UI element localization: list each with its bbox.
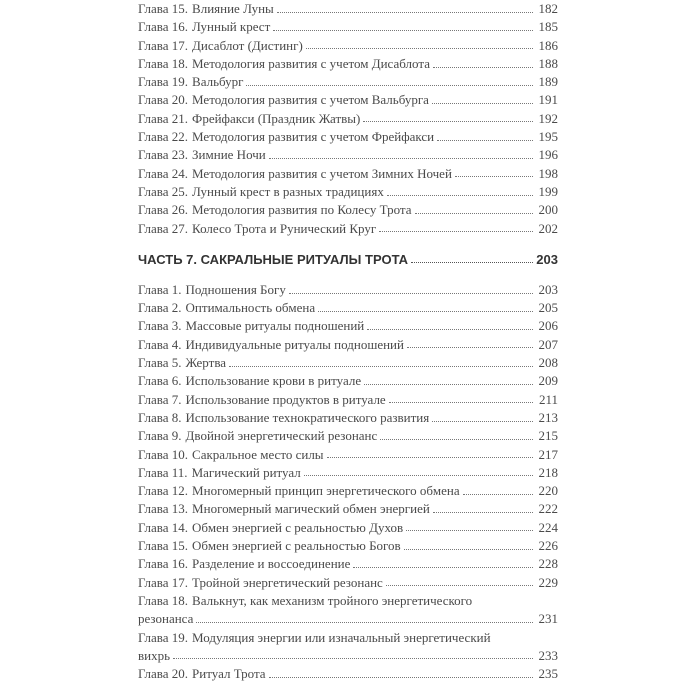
toc-entry <box>138 372 558 390</box>
chapter-number: Глава 7. <box>138 391 182 407</box>
chapter-number: Глава 18. <box>138 592 189 608</box>
toc-entry <box>138 446 558 464</box>
dot-leader <box>196 622 533 623</box>
chapter-number: Глава 15. <box>138 1 189 16</box>
chapter-title: Вальбург <box>192 74 244 90</box>
chapter-number: Глава 1. <box>138 281 182 297</box>
toc-entry-continuation <box>138 610 558 628</box>
toc-entry <box>138 391 558 409</box>
toc-entry <box>138 55 558 73</box>
toc-entry <box>138 37 558 55</box>
toc-entry <box>138 519 558 537</box>
chapter-title: Оптимальность обмена <box>185 300 316 316</box>
page-number: 198 <box>538 165 558 181</box>
toc-entry <box>138 317 558 335</box>
toc-entry <box>138 146 558 164</box>
page-number: 211 <box>538 391 558 407</box>
chapter-number: Глава 20. <box>138 92 189 108</box>
toc-entry <box>138 165 558 183</box>
chapter-title: Дисаблот (Дистинг) <box>192 37 303 53</box>
chapter-number: Глава 20. <box>138 666 189 682</box>
page-number: 231 <box>538 611 558 627</box>
chapter-title: Зимние Ночи <box>192 147 266 163</box>
dot-leader <box>353 567 533 568</box>
chapter-title: Методология развития с учетом Дисаблота <box>192 55 430 71</box>
chapter-title: Обмен энергией с реальностью Богов <box>192 538 401 554</box>
chapter-number: Глава 14. <box>138 519 189 535</box>
page-number: 189 <box>538 74 558 90</box>
toc-entry <box>138 73 558 91</box>
page-number: 235 <box>538 666 558 682</box>
toc-entry <box>138 629 558 647</box>
table-of-contents <box>138 0 558 683</box>
chapter-title: Многомерный магический обмен энергией <box>192 501 430 517</box>
page-number: 217 <box>538 446 558 462</box>
chapter-number: Глава 27. <box>138 220 189 236</box>
page-number: 192 <box>538 110 558 126</box>
dot-leader <box>406 530 533 531</box>
chapter-title-continuation: вихрь <box>138 647 171 663</box>
chapter-number: Глава 17. <box>138 37 189 53</box>
dot-leader <box>306 48 533 49</box>
chapter-number: Глава 26. <box>138 202 189 218</box>
chapter-title: Индивидуальные ритуалы подношений <box>185 336 404 352</box>
chapter-title: Фрейфакси (Праздник Жатвы) <box>192 110 361 126</box>
dot-leader <box>269 677 533 678</box>
toc-entry <box>138 128 558 146</box>
page-number: 224 <box>538 519 558 535</box>
chapter-title: Методология развития с учетом Фрейфакси <box>192 129 435 145</box>
chapter-number: Глава 9. <box>138 428 182 444</box>
chapter-title: Использование продуктов в ритуале <box>185 391 386 407</box>
dot-leader <box>246 85 533 86</box>
dot-leader <box>389 402 533 403</box>
dot-leader <box>433 512 533 513</box>
toc-entry <box>138 299 558 317</box>
chapter-number: Глава 2. <box>138 300 182 316</box>
chapter-title: Лунный крест <box>192 19 271 35</box>
chapter-title: Использование технократического развития <box>185 409 430 425</box>
dot-leader <box>411 262 533 263</box>
dot-leader <box>386 585 533 586</box>
chapter-title: Валькнут, как механизм тройного энергетического <box>192 592 473 608</box>
page-number: 202 <box>538 220 558 236</box>
page-number: 213 <box>538 409 558 425</box>
chapter-title: Массовые ритуалы подношений <box>185 318 365 334</box>
page-number: 220 <box>538 483 558 499</box>
dot-leader <box>269 158 533 159</box>
chapter-number: Глава 12. <box>138 483 189 499</box>
toc-entry <box>138 220 558 238</box>
dot-leader <box>229 366 533 367</box>
chapter-title: Лунный крест в разных традициях <box>192 183 384 199</box>
dot-leader <box>327 457 533 458</box>
toc-entry <box>138 409 558 427</box>
page-number: 222 <box>538 501 558 517</box>
chapter-number: Глава 22. <box>138 129 189 145</box>
page-number: 203 <box>538 281 558 297</box>
chapter-number: Глава 23. <box>138 147 189 163</box>
chapter-title: Подношения Богу <box>185 281 286 297</box>
dot-leader <box>380 439 533 440</box>
dot-leader <box>379 231 533 232</box>
chapter-number: Глава 16. <box>138 19 189 35</box>
toc-entry <box>138 336 558 354</box>
chapter-number: Глава 11. <box>138 464 188 480</box>
chapter-number: Глава 25. <box>138 183 189 199</box>
chapter-title: Магический ритуал <box>191 464 301 480</box>
page-number: 206 <box>538 318 558 334</box>
page-number: 233 <box>538 647 558 663</box>
chapter-title: Обмен энергией с реальностью Духов <box>192 519 404 535</box>
chapter-number: Глава 13. <box>138 501 189 517</box>
toc-entry <box>138 91 558 109</box>
chapter-title: Двойной энергетический резонанс <box>185 428 378 444</box>
chapter-title: Ритуал Трота <box>192 666 266 682</box>
page-number: 191 <box>538 92 558 108</box>
page-number: 195 <box>538 129 558 145</box>
page-number: 228 <box>538 556 558 572</box>
dot-leader <box>463 494 533 495</box>
page-number: 196 <box>538 147 558 163</box>
dot-leader <box>407 347 533 348</box>
toc-entry <box>138 665 558 683</box>
dot-leader <box>367 329 533 330</box>
chapter-number: Глава 18. <box>138 55 189 71</box>
dot-leader <box>387 195 533 196</box>
chapter-title: Тройной энергетический резонанс <box>192 574 383 590</box>
page-number: 229 <box>538 574 558 590</box>
toc-entry <box>138 427 558 445</box>
chapter-number: Глава 15. <box>138 538 189 554</box>
chapter-title: Модуляция энергии или изначальный энергетический <box>192 629 491 645</box>
chapter-number: Глава 17. <box>138 574 189 590</box>
page-number: 226 <box>538 538 558 554</box>
toc-entry <box>138 482 558 500</box>
chapter-title: Методология развития с учетом Зимних Ночей <box>192 165 452 181</box>
chapter-number: Глава 6. <box>138 373 182 389</box>
chapter-title: Методология развития с учетом Вальбурга <box>192 92 429 108</box>
page-number: 208 <box>538 355 558 371</box>
page-number: 200 <box>538 202 558 218</box>
chapter-title: Колесо Трота и Рунический Круг <box>192 220 377 236</box>
section-heading <box>138 250 558 270</box>
chapter-number: Глава 3. <box>138 318 182 334</box>
section-page: 203 <box>536 251 558 267</box>
chapter-title: Сакральное место силы <box>192 446 324 462</box>
toc-entry <box>138 464 558 482</box>
dot-leader <box>433 67 533 68</box>
toc-entry <box>138 574 558 592</box>
dot-leader <box>173 658 533 659</box>
page-number: 218 <box>538 464 558 480</box>
chapter-number: Глава 19. <box>138 629 189 645</box>
dot-leader <box>289 293 533 294</box>
toc-entry <box>138 201 558 219</box>
chapter-title: Разделение и воссоединение <box>192 556 351 572</box>
chapter-number: Глава 8. <box>138 409 182 425</box>
chapter-number: Глава 4. <box>138 336 182 352</box>
dot-leader <box>432 421 533 422</box>
dot-leader <box>304 475 533 476</box>
toc-list-top <box>138 0 558 238</box>
toc-entry <box>138 18 558 36</box>
page-number: 185 <box>538 19 558 35</box>
page-number: 199 <box>538 183 558 199</box>
dot-leader <box>363 121 533 122</box>
dot-leader <box>432 103 533 104</box>
section-title: ЧАСТЬ 7. САКРАЛЬНЫЕ РИТУАЛЫ ТРОТА <box>138 251 409 267</box>
page-number: 182 <box>538 1 558 16</box>
toc-entry <box>138 500 558 518</box>
dot-leader <box>415 213 533 214</box>
chapter-title-continuation: резонанса <box>138 611 194 627</box>
dot-leader <box>364 384 533 385</box>
chapter-number: Глава 10. <box>138 446 189 462</box>
dot-leader <box>437 140 533 141</box>
toc-entry <box>138 354 558 372</box>
toc-entry <box>138 183 558 201</box>
chapter-title: Многомерный принцип энергетического обмена <box>192 483 460 499</box>
toc-entry <box>138 110 558 128</box>
page-number: 205 <box>538 300 558 316</box>
page-number: 186 <box>538 37 558 53</box>
toc-entry <box>138 281 558 299</box>
chapter-title: Методология развития по Колесу Трота <box>192 202 412 218</box>
dot-leader <box>277 12 533 13</box>
chapter-title: Жертва <box>185 355 227 371</box>
page-number: 215 <box>538 428 558 444</box>
toc-list-bottom <box>138 281 558 683</box>
dot-leader <box>318 311 533 312</box>
chapter-title: Использование крови в ритуале <box>185 373 362 389</box>
chapter-number: Глава 24. <box>138 165 189 181</box>
chapter-number: Глава 21. <box>138 110 189 126</box>
page-number: 207 <box>538 336 558 352</box>
toc-entry <box>138 537 558 555</box>
chapter-number: Глава 5. <box>138 355 182 371</box>
dot-leader <box>404 549 533 550</box>
chapter-number: Глава 16. <box>138 556 189 572</box>
chapter-number: Глава 19. <box>138 74 189 90</box>
chapter-title: Влияние Луны <box>192 1 274 16</box>
page-number: 188 <box>538 55 558 71</box>
page-number: 209 <box>538 373 558 389</box>
toc-entry-continuation <box>138 647 558 665</box>
toc-entry <box>138 555 558 573</box>
dot-leader <box>273 30 533 31</box>
toc-entry <box>138 0 558 18</box>
dot-leader <box>455 176 533 177</box>
toc-entry <box>138 592 558 610</box>
